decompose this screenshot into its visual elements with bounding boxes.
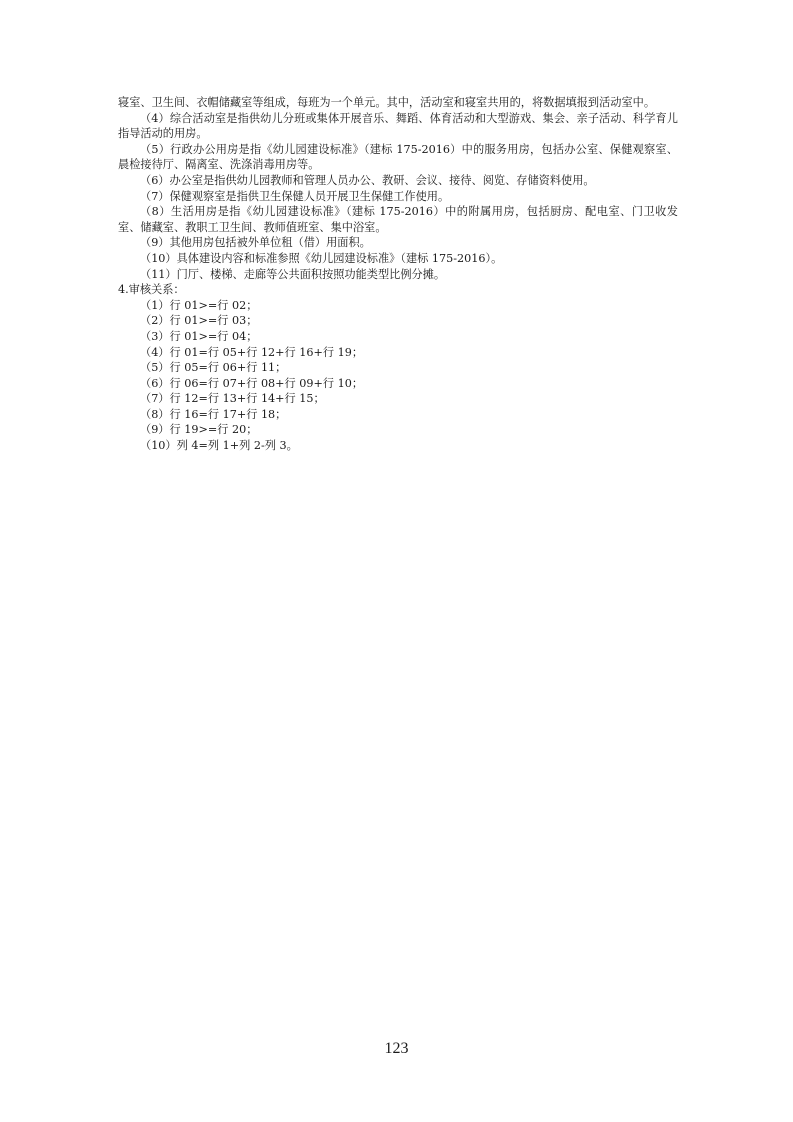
audit-relation-item: （8）行 16=行 17+行 18； [140,407,287,421]
paragraph-office: （6）办公室是指供幼儿园教师和管理人员办公、教研、会议、接待、阅览、存储资料使用。 [140,173,595,187]
audit-relation-item: （6）行 06=行 07+行 08+行 09+行 10； [140,376,364,390]
paragraph-continuation: 寝室、卫生间、衣帽储藏室等组成，每班为一个单元。其中，活动室和寝室共用的，将数据填报到活动室中。 [118,96,656,109]
audit-relation-item: （3）行 01>=行 04； [140,329,258,343]
audit-relation-item: （1）行 01>=行 02； [140,298,258,312]
audit-relation-item: （9）行 19>=行 20； [140,423,258,437]
paragraph-administrative-office-rooms: （5）行政办公用房是指《幼儿园建设标准》（建标 175-2016）中的服务用房，包括办公室、保健观察室、晨检接待厅、隔离室、洗涤消毒用房等。 [118,142,678,172]
paragraph-living-rooms: （8）生活用房是指《幼儿园建设标准》（建标 175-2016）中的附属用房，包括厨房、配电室、门卫收发室、储藏室、教职工卫生间、教师值班室、集中浴室。 [118,205,678,234]
audit-relation-item: （7）行 12=行 13+行 14+行 15； [140,392,325,406]
paragraph-other-rooms: （9）其他用房包括被外单位租（借）用面积。 [140,236,371,250]
audit-relation-item: （10）列 4=列 1+列 2-列 3。 [140,439,298,453]
paragraph-health-observation-room: （7）保健观察室是指供卫生保健人员开展卫生保健工作使用。 [140,189,450,203]
paragraph-public-area-allocation: （11）门厅、楼梯、走廊等公共面积按照功能类型比例分摊。 [140,267,446,281]
audit-relation-item: （2）行 01>=行 03； [140,314,258,328]
audit-relation-item: （4）行 01=行 05+行 12+行 16+行 19； [140,345,364,359]
page-number: 123 [384,1040,409,1057]
audit-relation-item: （5）行 05=行 06+行 11； [140,361,287,375]
section-heading-audit-relations: 4.审核关系： [118,283,185,297]
paragraph-comprehensive-activity-room: （4）综合活动室是指供幼儿分班或集体开展音乐、舞蹈、体育活动和大型游戏、集会、亲子活动、科学育儿指导活动的用房。 [118,111,678,141]
paragraph-construction-standard: （10）具体建设内容和标准参照《幼儿园建设标准》（建标 175-2016）。 [140,251,503,265]
page-content [118,95,678,454]
